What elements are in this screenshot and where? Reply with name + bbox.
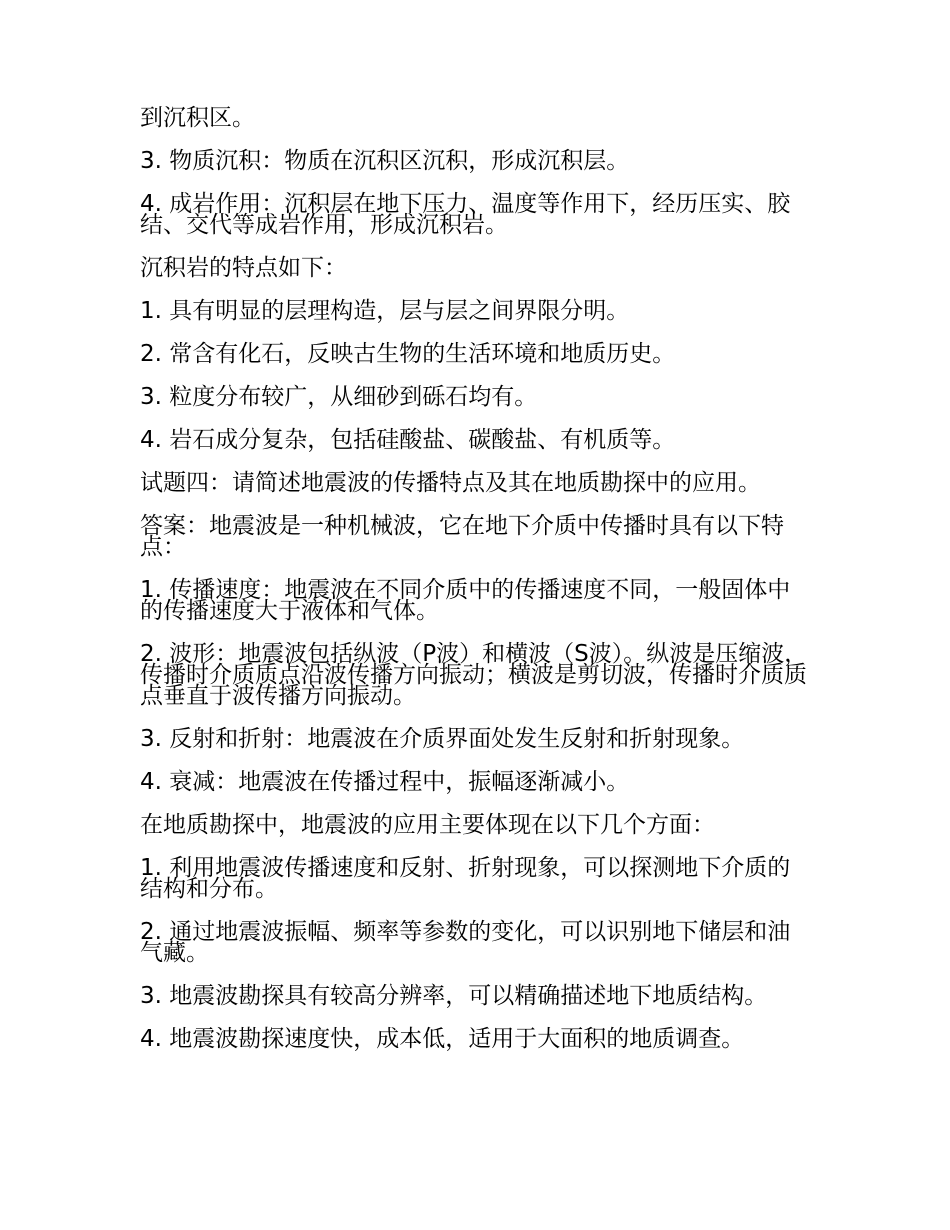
paragraph-applications-heading: 在地质勘探中，地震波的应用主要体现在以下几个方面： [140,812,715,838]
paragraph-wave-reflection: 3. 反射和折射：地震波在介质界面处发生反射和折射现象。 [140,726,745,752]
paragraph-wave-attenuation: 4. 衰减：地震波在传播过程中，振幅逐渐减小。 [140,769,630,795]
paragraph-application-1: 1. 利用地震波传播速度和反射、折射现象，可以探测地下介质的结构和分布。 [140,855,791,902]
paragraph-feature-1: 1. 具有明显的层理构造，层与层之间界限分明。 [140,298,630,324]
paragraph-wave-form: 2. 波形：地震波包括纵波（P波）和横波（S波）。纵波是压缩波，传播时介质质点沿波传播方向振动；横波是剪切波，传播时介质质点垂直于波传播方向振动。 [140,641,808,709]
paragraph-features-heading: 沉积岩的特点如下： [140,255,347,281]
paragraph-step-4: 4. 成岩作用：沉积层在地下压力、温度等作用下，经历压实、胶结、交代等成岩作用，形成沉积岩。 [140,191,791,238]
paragraph-feature-4: 4. 岩石成分复杂，包括硅酸盐、碳酸盐、有机质等。 [140,427,676,453]
paragraph-wave-speed: 1. 传播速度：地震波在不同介质中的传播速度不同，一般固体中的传播速度大于液体和气体。 [140,577,791,624]
document-page [140,105,812,1072]
paragraph-answer-intro: 答案：地震波是一种机械波，它在地下介质中传播时具有以下特点： [140,513,784,560]
paragraph-step-3: 3. 物质沉积：物质在沉积区沉积，形成沉积层。 [140,148,630,174]
paragraph-application-3: 3. 地震波勘探具有较高分辨率，可以精确描述地下地质结构。 [140,983,768,1009]
paragraph-application-4: 4. 地震波勘探速度快，成本低，适用于大面积的地质调查。 [140,1026,745,1052]
paragraph-continuation: 到沉积区。 [140,105,255,131]
paragraph-application-2: 2. 通过地震波振幅、频率等参数的变化，可以识别地下储层和油气藏。 [140,919,791,966]
paragraph-feature-2: 2. 常含有化石，反映古生物的生活环境和地质历史。 [140,341,676,367]
paragraph-question-4: 试题四：请简述地震波的传播特点及其在地质勘探中的应用。 [140,470,761,496]
paragraph-feature-3: 3. 粒度分布较广，从细砂到砾石均有。 [140,384,538,410]
